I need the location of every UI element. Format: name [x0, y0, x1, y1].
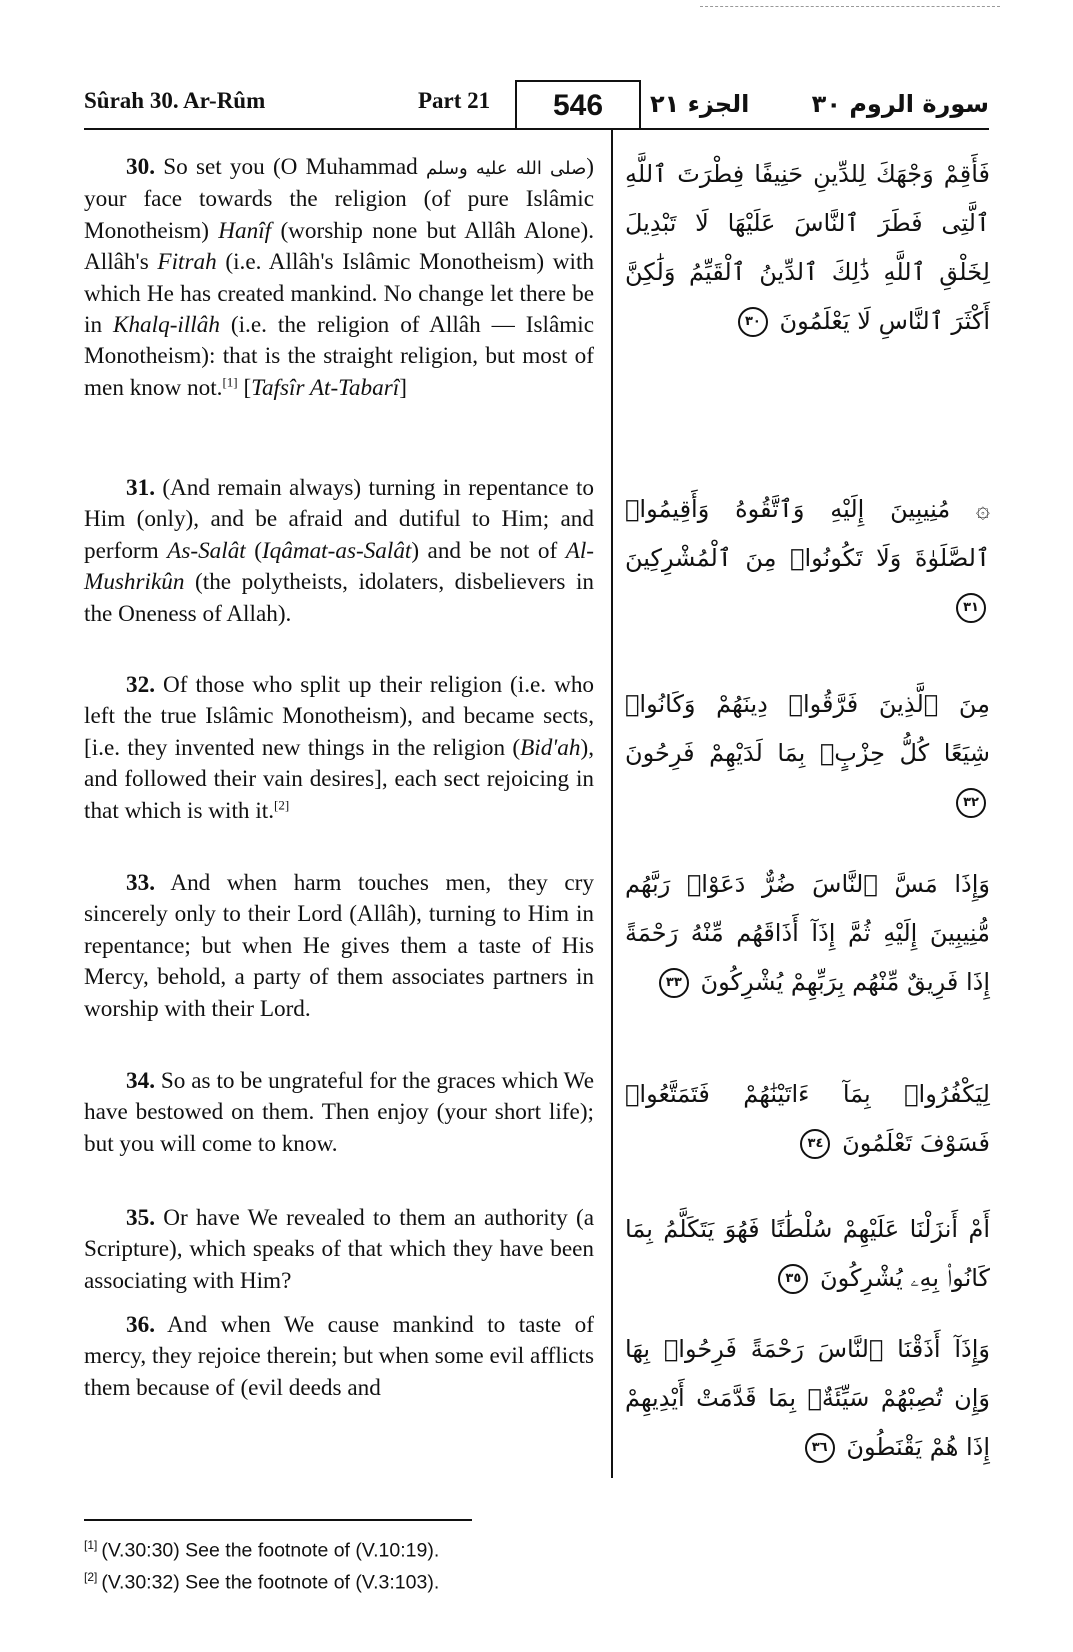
footnote-ref[interactable]: [1]: [222, 374, 238, 390]
verse-30-en: 30. So set you (O Muhammad صلى الله عليه وسلم) your face towards the religion (of pure Islâmic Monotheism) Hanîf (worship none but Allâh Alone). Allâh's Fitrah (i.e. Allâh's Islâmic Monotheism) with which He has created mankind. No change let there be in Khalq-illâh (i.e. the religion of Allâh — Islâmic Monotheism): that is the straight religion, but most of men know not.[1] [Tafsîr At-Tabarî]: [84, 154, 595, 401]
verse-36-ar: وَإِذَآ أَذَقْنَا ٱلنَّاسَ رَحْمَةً فَرِحُوا۟ بِهَا وَإِن تُصِبْهُمْ سَيِّئَةٌۢ بِمَا قَدَّمَتْ أَيْدِيهِمْ إِذَا هُمْ يَقْنَطُونَ ٣٦: [625, 1335, 990, 1461]
header-divider: [84, 128, 989, 130]
page-number: 546: [515, 80, 641, 130]
part-label-en: Part 21: [418, 88, 491, 113]
surah-title-ar: سورة الروم ٣٠: [811, 90, 989, 118]
footnote-2: [2] (V.30:32) See the footnote of (V.3:103).: [84, 1570, 440, 1594]
salawat: صلى الله عليه وسلم: [425, 158, 587, 179]
verse-33-ar: وَإِذَا مَسَّ ٱلنَّاسَ ضُرٌّ دَعَوْا۟ رَبَّهُم مُّنِيبِينَ إِلَيْهِ ثُمَّ إِذَآ أَذَاقَهُم مِّنْهُ رَحْمَةً إِذَا فَرِيقٌ مِّنْهُم بِرَبِّهِمْ يُشْرِكُونَ ٣٣: [625, 870, 990, 996]
ayah-marker: ٣٣: [659, 968, 689, 998]
verse-number: 35.: [126, 1205, 155, 1231]
footnote-ref[interactable]: [2]: [274, 796, 290, 812]
scan-marks: [700, 6, 1000, 9]
footnote-divider: [84, 1519, 472, 1521]
column-divider: [611, 128, 613, 1478]
ayah-marker: ٣٢: [956, 788, 986, 818]
verse-34-en: 34. So as to be ungrateful for the graces which We have bestowed on them. Then enjoy (your short life); but you will come to know.: [84, 1068, 594, 1157]
part-label-ar: الجزء ٢١: [650, 90, 750, 118]
verse-number: 31.: [126, 475, 155, 501]
verse-31-en: 31. (And remain always) turning in repentance to Him (only), and be afraid and dutiful to Him; and perform As-Salât (Iqâmat-as-Salât) and be not of Al-Mushrikûn (the polytheists, idolaters, disbelievers in the Oneness of Allah).: [84, 475, 595, 627]
verse-32-ar: مِنَ ٱلَّذِينَ فَرَّقُوا۟ دِينَهُمْ وَكَانُوا۟ شِيَعًا كُلُّ حِزْبٍۭ بِمَا لَدَيْهِمْ فَرِحُونَ ٣٢: [625, 680, 990, 827]
verse-34-ar: لِيَكْفُرُوا۟ بِمَآ ءَاتَيْنَٰهُمْ فَتَمَتَّعُوا۟ فَسَوْفَ تَعْلَمُونَ ٣٤: [625, 1080, 990, 1157]
ayah-marker: ٣٥: [778, 1264, 808, 1294]
footnote-mark: [1]: [84, 1538, 98, 1552]
surah-title-en: Sûrah 30. Ar-Rûm: [84, 88, 266, 113]
verse-33-en: 33. And when harm touches men, they cry sincerely only to their Lord (Allâh), turning to Him in repentance; but when He gives them a taste of His Mercy, behold, a party of them associates partners in worship with their Lord.: [84, 870, 594, 1022]
verse-35-ar: أَمْ أَنزَلْنَا عَلَيْهِمْ سُلْطَٰنًا فَهُوَ يَتَكَلَّمُ بِمَا كَانُوا۟ بِهِۦ يُشْرِكُونَ ٣٥: [625, 1215, 990, 1292]
verse-30-ar: فَأَقِمْ وَجْهَكَ لِلدِّينِ حَنِيفًا فِطْرَتَ ٱللَّهِ ٱلَّتِى فَطَرَ ٱلنَّاسَ عَلَيْهَا لَا تَبْدِيلَ لِخَلْقِ ٱللَّهِ ذَٰلِكَ ٱلدِّينُ ٱلْقَيِّمُ وَلَٰكِنَّ أَكْثَرَ ٱلنَّاسِ لَا يَعْلَمُونَ ٣٠: [625, 160, 990, 335]
footnote-1: [1] (V.30:30) See the footnote of (V.10:19).: [84, 1538, 440, 1562]
footnote-mark: [2]: [84, 1570, 98, 1584]
verse-number: 30.: [126, 154, 155, 180]
verse-36-en: 36. And when We cause mankind to taste of mercy, they rejoice therein; but when some evil afflicts them because of (evil deeds and: [84, 1312, 594, 1401]
verse-number: 34.: [126, 1068, 155, 1094]
ayah-marker: ٣٠: [738, 307, 768, 337]
ayah-marker: ٣١: [956, 593, 986, 623]
verse-32-en: 32. Of those who split up their religion (i.e. who left the true Islâmic Monotheism), and became sects, [i.e. they invented new things in the religion (Bid'ah), and followed their vain desires], each sect rejoicing in that which is with it.[2]: [84, 672, 595, 824]
verse-31-ar: ۞ مُنِيبِينَ إِلَيْهِ وَٱتَّقُوهُ وَأَقِيمُوا۟ ٱلصَّلَوٰةَ وَلَا تَكُونُوا۟ مِنَ ٱلْمُشْرِكِينَ ٣١: [625, 485, 990, 632]
verse-number: 33.: [126, 870, 155, 896]
verse-number: 32.: [126, 672, 155, 698]
verse-35-en: 35. Or have We revealed to them an authority (a Scripture), which speaks of that which they have been associating with Him?: [84, 1205, 595, 1294]
ayah-marker: ٣٤: [800, 1129, 830, 1159]
verse-number: 36.: [126, 1312, 155, 1338]
ayah-marker: ٣٦: [805, 1433, 835, 1463]
